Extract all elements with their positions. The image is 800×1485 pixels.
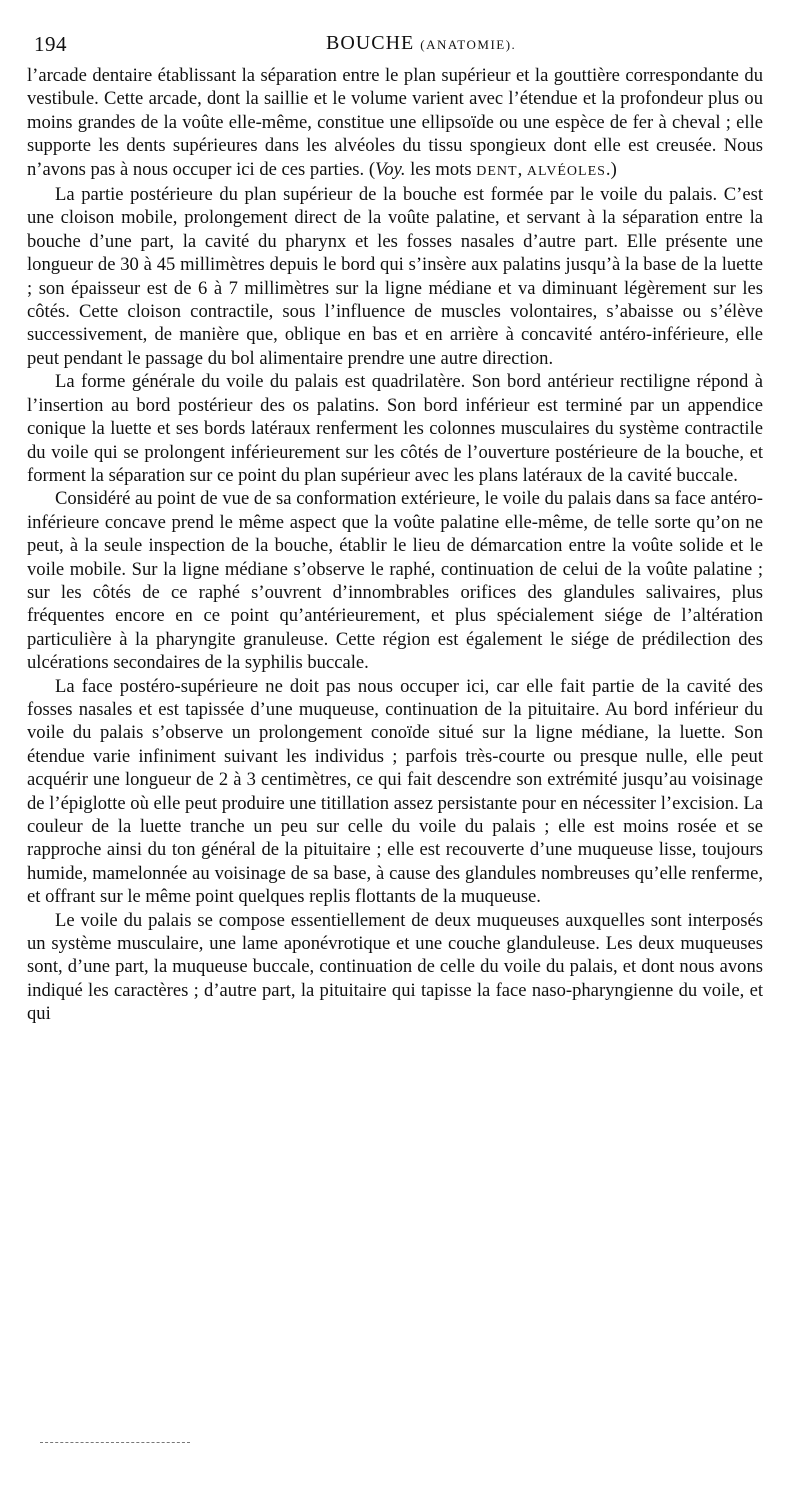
body-text <box>27 64 763 1026</box>
paragraph-4: Considéré au point de vue de sa conformation extérieure, le voile du palais dans sa face antéro-inférieure concave prend le même aspect que la voûte palatine elle-même, de telle sorte qu’on ne peut, à la seule inspection de la bouche, établir le lieu de démarcation entre la voûte solide et le voile mobile. Sur la ligne médiane s’observe le raphé, continuation de celui de la voûte palatine ; sur les côtés de ce raphé s’ouvrent d’innombrables orifices des glandules salivaires, plus fréquentes encore en ce point qu’antérieurement, et plus spécialement siége de l’altération particulière à la pharyngite granuleuse. Cette région est également le siége de prédilection des ulcérations secondaires de la syphilis buccale. <box>27 488 763 674</box>
cross-reference: (Voy. les mots DENT, ALVÉOLES.) <box>368 158 617 180</box>
paragraph-5: La face postéro-supérieure ne doit pas nous occuper ici, car elle fait partie de la cavité des fosses nasales et est tapissée d’une muqueuse, continuation de la pituitaire. Au bord inférieur du voile du palais s’observe un prolongement conoïde situé sur la ligne médiane, la luette. Son étendue varie infiniment suivant les individus ; parfois très-courte ou presque nulle, elle peut acquérir une longueur de 2 à 3 centimètres, ce qui fait descendre son extrémité jusqu’au voisinage de l’épiglotte où elle peut produire une titillation assez persistante pour en nécessiter l’excision. La couleur de la luette tranche un peu sur celle du voile du palais ; elle est moins rosée et se rapproche ainsi du ton général de la pituitaire ; elle est recouverte d’une muqueuse lisse, toujours humide, mamelonnée au voisinage de sa base, à cause des glandules nombreuses qu’elle renferme, et offrant sur le même point quelques replis flottants de la muqueuse. <box>27 675 763 908</box>
page-number: 194 <box>34 32 67 56</box>
running-head <box>326 32 516 55</box>
paragraph-1-text: l’arcade dentaire établissant la séparation entre le plan supérieur et la gouttière correspondante du vestibule. Cette arcade, dont la saillie et le volume varient avec l’étendue et la profondeur plus ou moins grandes de la voûte elle-même, constitue une ellipsoïde ou une espèce de fer à cheval ; elle supporte les dents supérieures dans les alvéoles du tissu spongieux dont elle est creusée. Nous n’avons pas à nous occuper ici de ces parties. <box>27 65 763 180</box>
paragraph-3: La forme générale du voile du palais est quadrilatère. Son bord antérieur rectiligne répond à l’insertion au bord postérieur des os palatins. Son bord inférieur est terminé par un appendice conique la luette et ses bords latéraux renferment les colonnes musculaires du système contractile du voile qui se prolongent inférieurement sur les côtés de l’ouverture postérieure de la bouche, et forment la séparation sur ce point du plan supérieur avec les plans latéraux de la cavité buccale. <box>27 371 763 486</box>
footer-rule <box>40 1442 190 1443</box>
running-head-title: BOUCHE <box>326 32 415 54</box>
paragraph-1 <box>27 64 763 183</box>
cross-reference-word-alveoles: ALVÉOLES <box>526 163 606 179</box>
cross-reference-voy: Voy. <box>375 158 406 180</box>
page-header <box>26 32 786 62</box>
running-head-subtitle: (ANATOMIE). <box>420 37 517 52</box>
paragraph-2: La partie postérieure du plan supérieur de la bouche est formée par le voile du palais. C’est une cloison mobile, prolongement direct de la voûte palatine, et servant à la séparation entre la bouche d’une part, la cavité du pharynx et les fosses nasales d’autre part. Elle présente une longueur de 30 à 45 millimètres depuis le bord qui s’insère aux palatins jusqu’à la base de la luette ; son épaisseur est de 6 à 7 millimètres sur la ligne médiane et va diminuant légèrement sur les côtés. Cette cloison contractile, sous l’influence de muscles volontaires, s’abaisse ou s’élève successivement, de manière que, oblique en bas et en arrière à concavité antéro-inférieure, elle peut pendant le passage du bol alimentaire prendre une autre direction. <box>27 184 763 369</box>
paragraph-6: Le voile du palais se compose essentiellement de deux muqueuses auxquelles sont interposés un système musculaire, une lame aponévrotique et une couche glanduleuse. Les deux muqueuses sont, d’une part, la muqueuse buccale, continuation de celle du voile du palais, et dont nous avons indiqué les caractères ; d’autre part, la pituitaire qui tapisse la face naso-pharyngienne du voile, et qui <box>27 909 763 1025</box>
cross-reference-word-dent: DENT <box>476 163 518 179</box>
